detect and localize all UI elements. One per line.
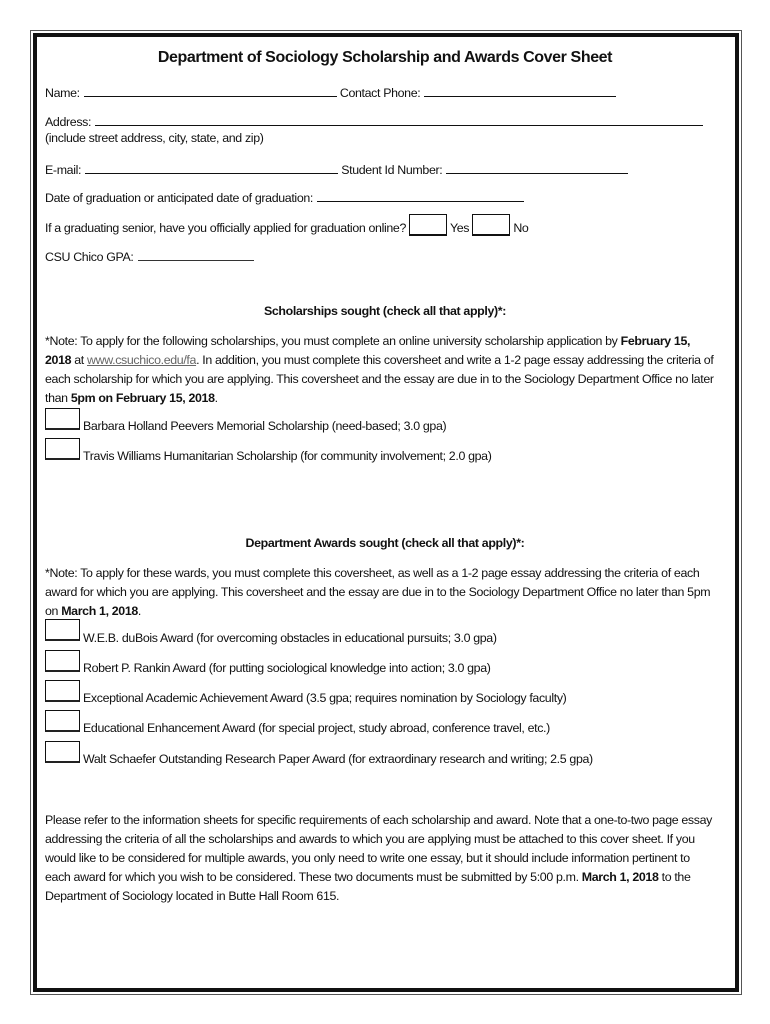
scholarship-checkbox-williams[interactable] — [45, 438, 80, 460]
award-label-educational-enhancement: Educational Enhancement Award (for special project, study abroad, conference travel, etc.) — [83, 721, 550, 735]
awards-note — [45, 564, 717, 621]
email-row — [45, 161, 628, 177]
scholarship-label-williams: Travis Williams Humanitarian Scholarship (for community involvement; 2.0 gpa) — [83, 449, 492, 463]
scholarship-label-peevers: Barbara Holland Peevers Memorial Scholarship (need-based; 3.0 gpa) — [83, 419, 447, 433]
scholarships-note-end: . — [214, 391, 218, 405]
graduation-yes-checkbox[interactable] — [409, 214, 447, 236]
student-id-field[interactable] — [446, 161, 628, 174]
student-id-label: Student Id Number: — [341, 163, 443, 177]
graduation-date-label: Date of graduation or anticipated date of graduation: — [45, 191, 314, 205]
address-hint: (include street address, city, state, and zip) — [45, 131, 264, 145]
awards-note-end: . — [137, 604, 142, 618]
submission-instructions — [45, 811, 717, 906]
submission-location: to the Department of Sociology located in Butte Hall Room 615. — [45, 870, 691, 903]
gpa-field[interactable] — [138, 248, 254, 261]
award-label-rankin: Robert P. Rankin Award (for putting sociological knowledge into action; 3.0 gpa) — [83, 661, 491, 675]
no-label: No — [513, 221, 529, 235]
scholarships-note-text: *Note: To apply for the following scholarships, you must complete an online university scholarship application by — [45, 334, 618, 348]
award-checkbox-educational-enhancement[interactable] — [45, 710, 80, 732]
address-field[interactable] — [95, 113, 703, 126]
yes-label: Yes — [449, 221, 470, 235]
scholarships-heading: Scholarships sought (check all that apply)*: — [263, 304, 507, 318]
scholarships-note-at: at — [71, 353, 87, 367]
scholarships-deadline-date: February 15, 2018 — [45, 334, 691, 367]
name-label: Name: — [45, 86, 80, 100]
awards-deadline-date: March 1, 2018 — [61, 604, 138, 618]
graduation-no-checkbox[interactable] — [472, 214, 510, 236]
award-label-dubois: W.E.B. duBois Award (for overcoming obstacles in educational pursuits; 3.0 gpa) — [83, 631, 497, 645]
contact-phone-field[interactable] — [424, 84, 616, 97]
award-checkbox-schaefer[interactable] — [45, 741, 80, 763]
scholarships-note — [45, 332, 717, 408]
scholarships-office-deadline: 5pm on February 15, 2018 — [70, 391, 215, 405]
award-label-academic-achievement: Exceptional Academic Achievement Award (3.5 gpa; requires nomination by Sociology faculty) — [83, 691, 567, 705]
name-row — [45, 84, 616, 100]
award-checkbox-dubois[interactable] — [45, 619, 80, 641]
email-field[interactable] — [85, 161, 338, 174]
name-field[interactable] — [84, 84, 337, 97]
scholarship-checkbox-peevers[interactable] — [45, 408, 80, 430]
address-row — [45, 113, 703, 129]
email-label: E-mail: — [45, 163, 82, 177]
address-label: Address: — [45, 115, 92, 129]
award-checkbox-rankin[interactable] — [45, 650, 80, 672]
gpa-label: CSU Chico GPA: — [45, 250, 134, 264]
page-title: Department of Sociology Scholarship and Awards Cover Sheet — [157, 49, 613, 66]
submission-text: Please refer to the information sheets for specific requirements of each scholarship and award. Note that a one-to-two page essay addressing the criteria of all the scholarships and awards to which you are applying must be attached to this cover sheet. If you would like to be considered for multiple awards, you only need to write one essay, but it should include information pertinent to each award for which you wish to be considered. These two documents must be submitted by 5:00 p.m. — [45, 813, 713, 884]
scholarships-note-text-2: . In addition, you must complete this coversheet and write a 1-2 page essay addressing the criteria of each scholarship for which you are applying. This coversheet and the essay are due in to the Sociology Department Office no later than — [45, 353, 714, 405]
gpa-row — [45, 248, 254, 264]
graduation-applied-label: If a graduating senior, have you officially applied for graduation online? — [45, 221, 406, 235]
award-checkbox-academic-achievement[interactable] — [45, 680, 80, 702]
award-label-schaefer: Walt Schaefer Outstanding Research Paper Award (for extraordinary research and writing; 2.5 gpa) — [83, 752, 593, 766]
awards-note-text: *Note: To apply for these wards, you must complete this coversheet, as well as a 1-2 page essay addressing the criteria of each award for which you are applying. This coversheet and the essay are due in to the Sociology Department Office no later than 5pm on — [45, 566, 711, 618]
graduation-date-row — [45, 189, 524, 205]
financial-aid-link[interactable]: www.csuchico.edu/fa — [87, 353, 197, 367]
awards-heading: Department Awards sought (check all that apply)*: — [245, 536, 525, 550]
contact-phone-label: Contact Phone: — [339, 86, 421, 100]
graduation-date-field[interactable] — [317, 189, 524, 202]
submission-date: March 1, 2018 — [581, 870, 659, 884]
graduation-applied-row — [45, 214, 528, 236]
